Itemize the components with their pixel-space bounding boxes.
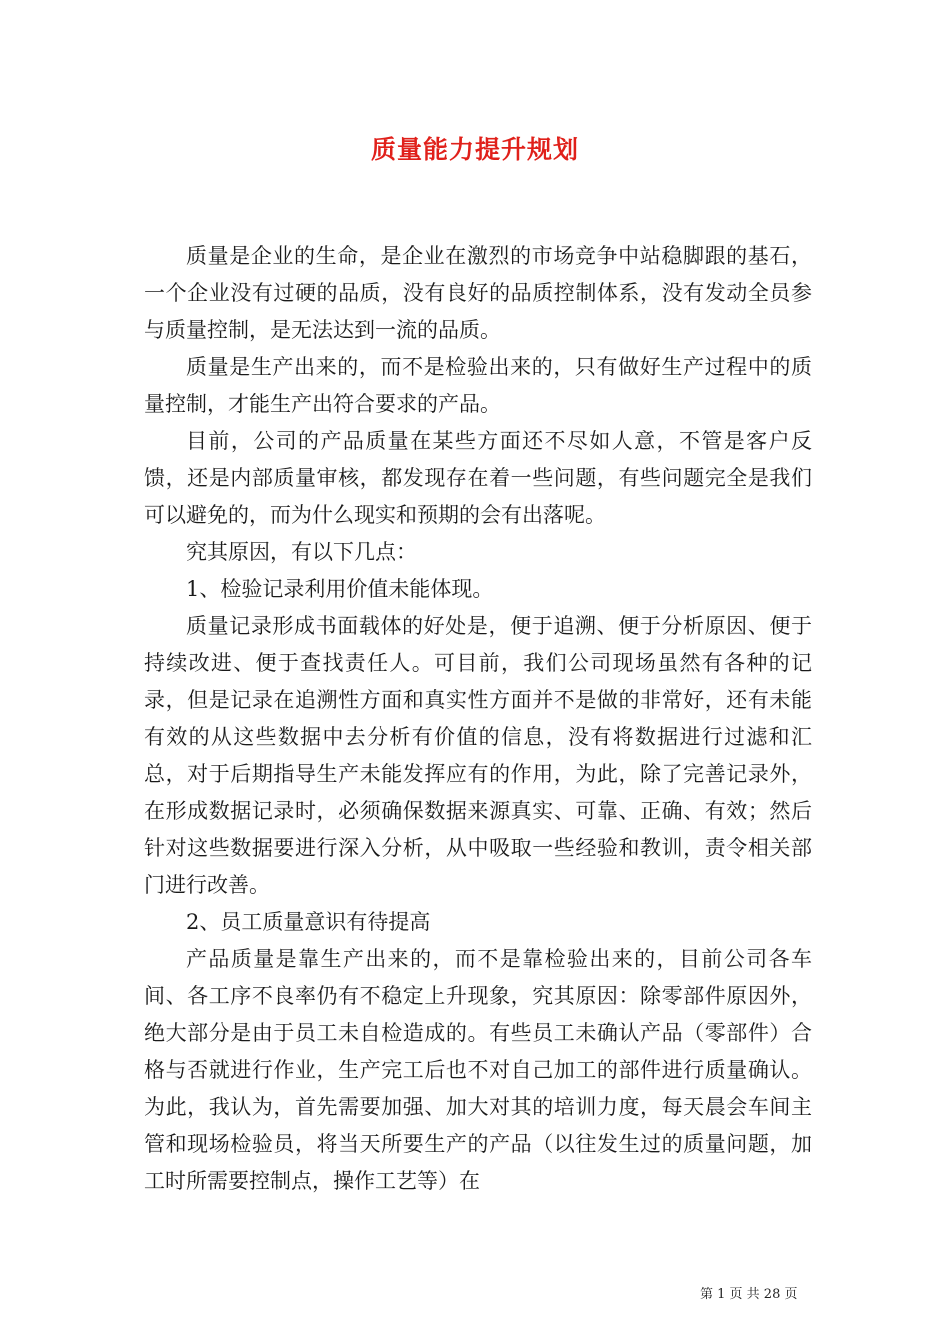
section-heading: 2、员工质量意识有待提高 [186,910,431,934]
paragraph: 质量是企业的生命，是企业在激烈的市场竞争中站稳脚跟的基石，一个企业没有过硬的品质，没有良好的品质控制体系，没有发动全员参与质量控制，是无法达到一流的品质。 [144,244,812,342]
document-body [144,238,812,1200]
paragraph: 产品质量是靠生产出来的，而不是靠检验出来的，目前公司各车间、各工序不良率仍有不稳定上升现象，究其原因：除零部件原因外，绝大部分是由于员工未自检造成的。有些员工未确认产品（零部件）合格与否就进行作业，生产完工后也不对自己加工的部件进行质量确认。为此，我认为，首先需要加强、加大对其的培训力度，每天晨会车间主管和现场检验员，将当天所要生产的产品（以往发生过的质量问题，加工时所需要控制点，操作工艺等）在 [144,947,812,1193]
paragraph: 究其原因，有以下几点： [186,540,417,564]
paragraph: 质量记录形成书面载体的好处是，便于追溯、便于分析原因、便于持续改进、便于查找责任人。可目前，我们公司现场虽然有各种的记录，但是记录在追溯性方面和真实性方面并不是做的非常好，还有未能有效的从这些数据中去分析有价值的信息，没有将数据进行过滤和汇总，对于后期指导生产未能发挥应有的作用，为此，除了完善记录外，在形成数据记录时，必须确保数据来源真实、可靠、正确、有效；然后针对这些数据要进行深入分析，从中吸取一些经验和教训，责令相关部门进行改善。 [144,614,812,897]
paragraph: 质量是生产出来的，而不是检验出来的，只有做好生产过程中的质量控制，才能生产出符合要求的产品。 [144,355,812,416]
page-number-footer: 第 1 页 共 28 页 [700,1287,798,1302]
document-title: 质量能力提升规划 [370,135,579,164]
section-heading: 1、检验记录利用价值未能体现。 [186,577,494,601]
paragraph: 目前，公司的产品质量在某些方面还不尽如人意，不管是客户反馈，还是内部质量审核，都发现存在着一些问题，有些问题完全是我们可以避免的，而为什么现实和预期的会有出落呢。 [144,429,812,527]
